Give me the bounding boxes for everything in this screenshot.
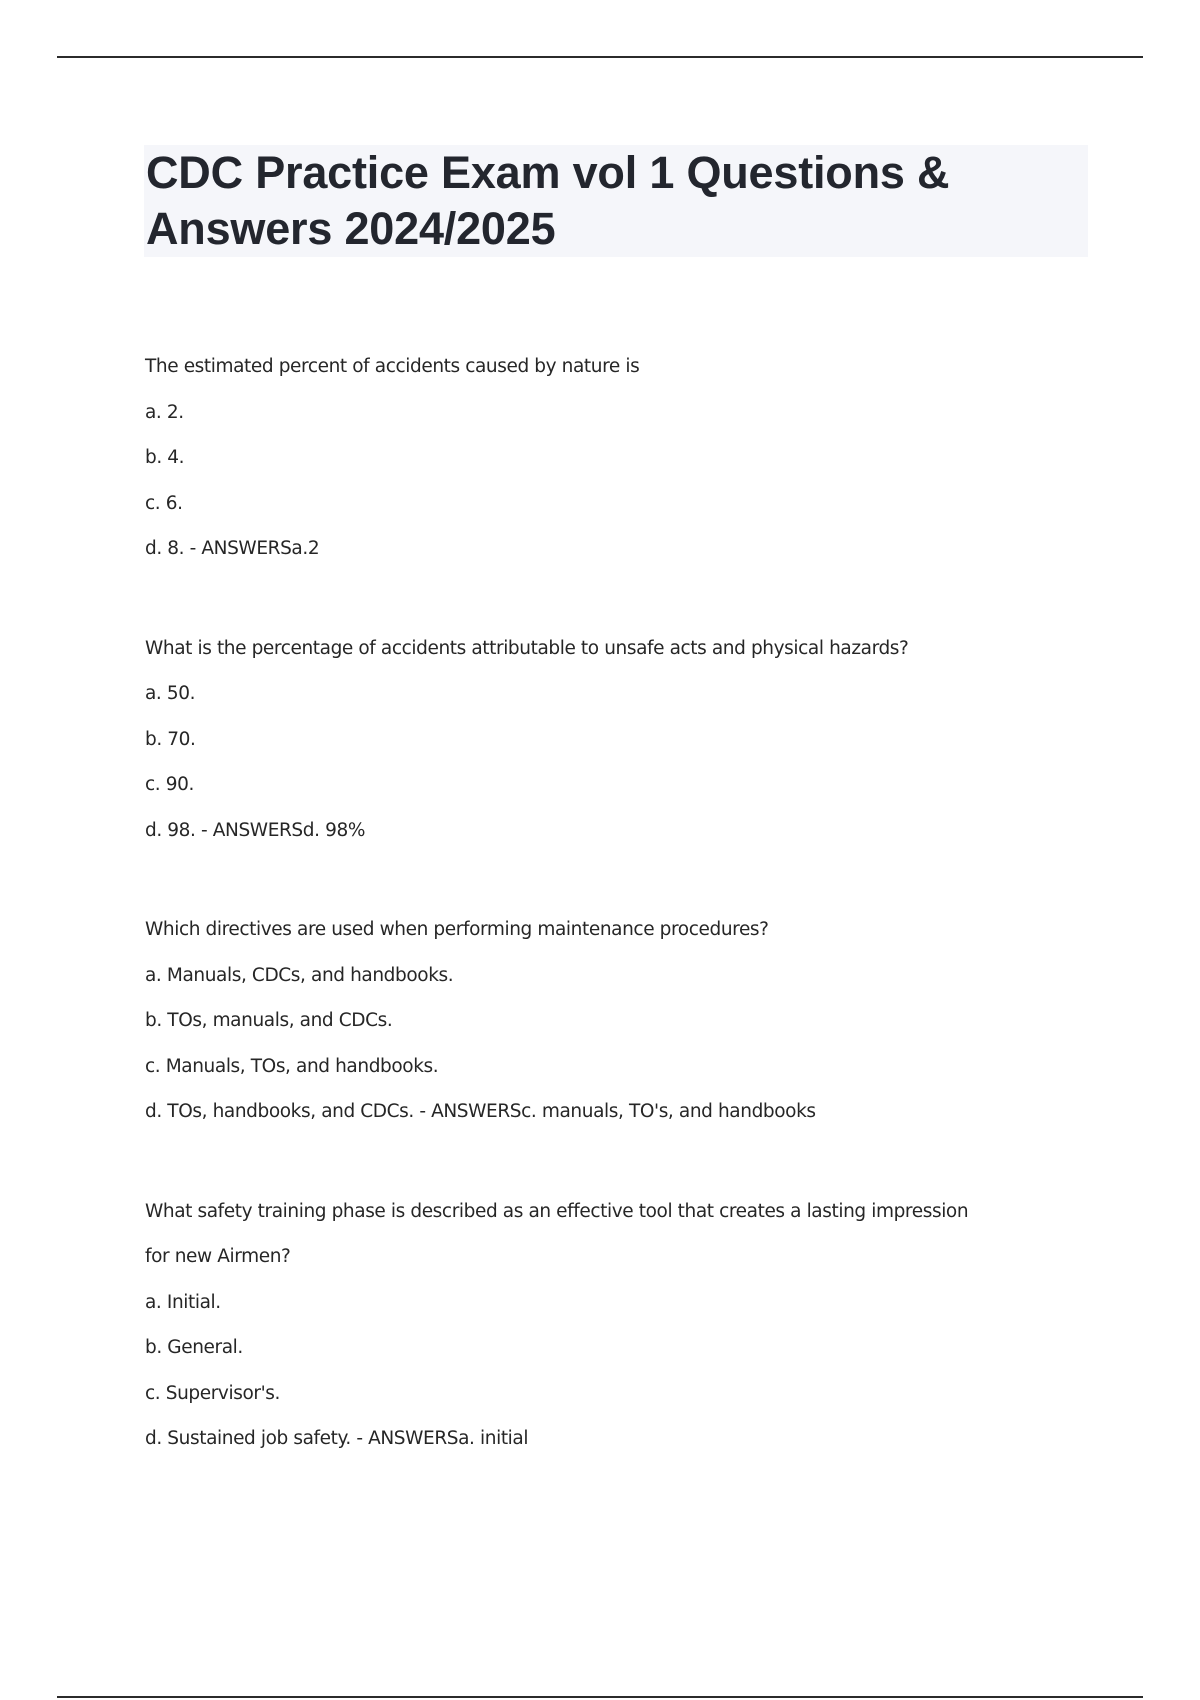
question-block (145, 626, 1045, 854)
question-text-line-2: for new Airmen? (145, 1246, 291, 1267)
question-block (145, 907, 1045, 1135)
answer-option: b. 4. (145, 447, 185, 468)
question-text: The estimated percent of accidents caused by nature is (145, 356, 640, 377)
answer-option-with-answer: d. TOs, handbooks, and CDCs. - ANSWERSc. manuals, TO's, and handbooks (145, 1101, 816, 1122)
bottom-rule (57, 1696, 1143, 1698)
answer-option: b. 70. (145, 728, 196, 750)
answer-option-with-answer: d. 98. - ANSWERSd. 98% (145, 819, 366, 841)
answer-option: a. Manuals, CDCs, and handbooks. (145, 964, 454, 986)
question-block (145, 344, 1045, 572)
answer-option: c. 90. (145, 774, 194, 795)
answer-option: a. 2. (145, 401, 184, 423)
question-text-line-1: What safety training phase is described as an effective tool that creates a lasting impression (145, 1200, 969, 1222)
question-text: Which directives are used when performing maintenance procedures? (145, 919, 769, 940)
answer-option: c. Supervisor's. (145, 1382, 280, 1404)
question-block (145, 1189, 1045, 1462)
answer-option: b. TOs, manuals, and CDCs. (145, 1010, 393, 1031)
page-title: CDC Practice Exam vol 1 Questions & Answers 2024/2025 (146, 147, 950, 254)
answer-option: b. General. (145, 1337, 243, 1358)
answer-option: a. 50. (145, 683, 196, 704)
answer-option: c. Manuals, TOs, and handbooks. (145, 1055, 439, 1077)
answer-option-with-answer: d. 8. - ANSWERSa.2 (145, 538, 320, 559)
answer-option: c. 6. (145, 492, 183, 514)
answer-option-with-answer: d. Sustained job safety. - ANSWERSa. initial (145, 1428, 529, 1449)
document-body (145, 344, 1045, 1516)
answer-option: a. Initial. (145, 1291, 221, 1313)
top-rule (57, 56, 1143, 58)
question-text: What is the percentage of accidents attributable to unsafe acts and physical hazards? (145, 637, 909, 659)
